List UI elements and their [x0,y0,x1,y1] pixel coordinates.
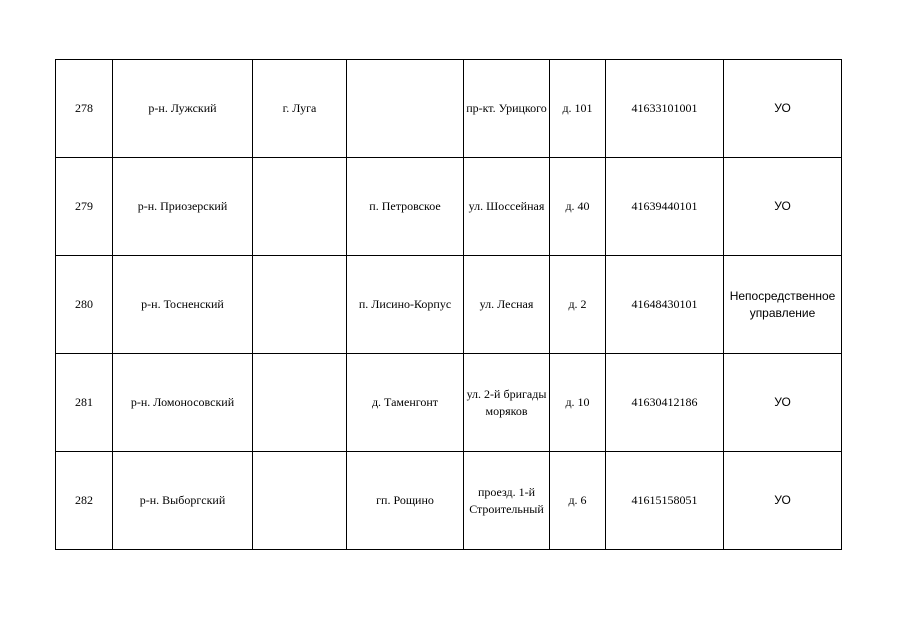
district-cell: р-н. Выборгский [113,452,253,550]
row-number: 279 [56,158,113,256]
code-cell: 41630412186 [606,354,724,452]
table-row [56,60,842,158]
code-cell: 41648430101 [606,256,724,354]
code-cell: 41633101001 [606,60,724,158]
management-cell: УО [724,158,842,256]
settlement-cell: д. Таменгонт [347,354,464,452]
city-cell [253,158,347,256]
housing-table [55,59,842,550]
management-cell: УО [724,60,842,158]
table-row [56,158,842,256]
row-number: 280 [56,256,113,354]
code-cell: 41615158051 [606,452,724,550]
house-cell: д. 101 [550,60,606,158]
district-cell: р-н. Тосненский [113,256,253,354]
table-row [56,452,842,550]
house-cell: д. 10 [550,354,606,452]
row-number: 281 [56,354,113,452]
district-cell: р-н. Приозерский [113,158,253,256]
code-cell: 41639440101 [606,158,724,256]
house-cell: д. 2 [550,256,606,354]
row-number: 278 [56,60,113,158]
district-cell: р-н. Ломоносовский [113,354,253,452]
house-cell: д. 40 [550,158,606,256]
management-cell: УО [724,354,842,452]
street-cell: проезд. 1-й Строительный [464,452,550,550]
settlement-cell [347,60,464,158]
table-row [56,354,842,452]
street-cell: пр-кт. Урицкого [464,60,550,158]
city-cell [253,256,347,354]
street-cell: ул. 2-й бригады моряков [464,354,550,452]
house-cell: д. 6 [550,452,606,550]
settlement-cell: п. Лисино-Корпус [347,256,464,354]
city-cell [253,452,347,550]
settlement-cell: гп. Рощино [347,452,464,550]
management-cell: Непосредственное управление [724,256,842,354]
street-cell: ул. Шоссейная [464,158,550,256]
row-number: 282 [56,452,113,550]
district-cell: р-н. Лужский [113,60,253,158]
street-cell: ул. Лесная [464,256,550,354]
table-row [56,256,842,354]
city-cell [253,354,347,452]
city-cell: г. Луга [253,60,347,158]
management-cell: УО [724,452,842,550]
settlement-cell: п. Петровское [347,158,464,256]
